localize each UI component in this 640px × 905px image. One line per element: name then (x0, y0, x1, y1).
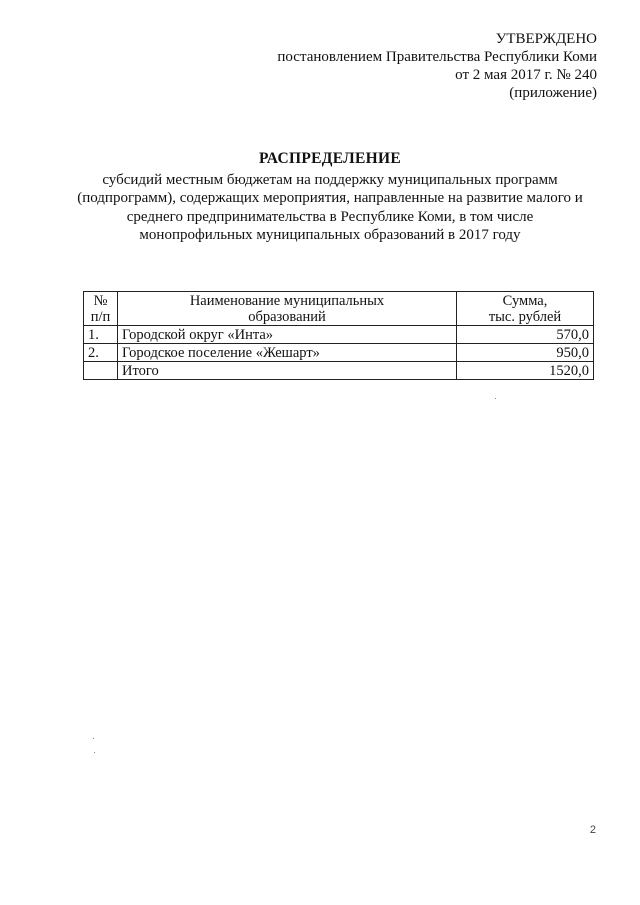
row-number: 1. (84, 326, 118, 344)
header-number-line: п/п (90, 309, 111, 325)
header-municipality (118, 292, 457, 326)
scan-speck (94, 752, 95, 753)
document-subtitle-line: (подпрограмм), содержащих мероприятия, направленные на развитие малого и (77, 190, 583, 206)
header-amount-line: тыс. рублей (488, 309, 562, 325)
header-number (84, 292, 118, 326)
approval-authority: постановлением Правительства Республики Коми (277, 49, 597, 65)
table-row (84, 326, 594, 344)
header-amount (457, 292, 594, 326)
table-row (84, 344, 594, 362)
document-subtitle-line: среднего предпринимательства в Республике Коми, в том числе (126, 208, 534, 225)
header-municipality-line: Наименование муниципальных (189, 293, 385, 309)
document-heading (60, 150, 600, 245)
page-number: 2 (589, 824, 596, 836)
row-municipality: Городской округ «Инта» (118, 326, 457, 344)
approval-appendix: (приложение) (509, 85, 597, 101)
total-amount: 1520,0 (457, 362, 594, 380)
total-label: Итого (118, 362, 457, 380)
header-municipality-line: образований (248, 309, 326, 325)
document-subtitle-line: субсидий местным бюджетам на поддержку муниципальных программ (102, 171, 558, 188)
row-amount: 950,0 (457, 344, 594, 362)
row-amount: 570,0 (457, 326, 594, 344)
header-amount-line: Сумма, (502, 293, 548, 309)
approval-stamp (277, 30, 597, 102)
table-header-row (84, 292, 594, 326)
approval-status: УТВЕРЖДЕНО (495, 31, 597, 47)
row-municipality: Городское поселение «Жешарт» (118, 344, 457, 362)
scan-speck (93, 738, 94, 739)
row-number: 2. (84, 344, 118, 362)
document-subtitle-line: монопрофильных муниципальных образований в 2017 году (139, 227, 521, 243)
row-number (84, 362, 118, 380)
table-total-row (84, 362, 594, 380)
approval-date: от 2 мая 2017 г. № 240 (455, 67, 597, 83)
header-number-line: № (93, 293, 108, 309)
document-title: РАСПРЕДЕЛЕНИЕ (259, 150, 401, 167)
scan-speck (495, 398, 496, 399)
distribution-table (83, 291, 594, 380)
